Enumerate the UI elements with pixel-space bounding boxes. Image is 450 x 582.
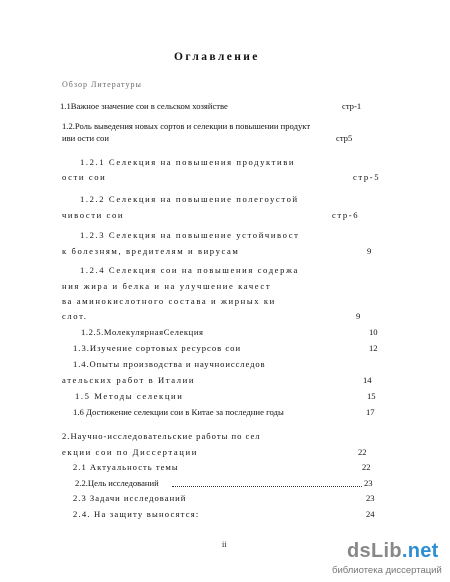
toc-entry-1-1-page: стр-1 xyxy=(342,101,362,111)
toc-entry-1-2-5: 1.2.5.МолекулярнаяСелекция xyxy=(81,327,204,337)
toc-entry-1-5-page: 15 xyxy=(367,391,376,401)
toc-leader-dots xyxy=(172,486,362,487)
toc-entry-1-2-2: 1.2.2 Селекция на повышение полегоустой xyxy=(80,194,299,204)
toc-entry-1-1: 1.1Важное значение сои в сельском хозяйстве xyxy=(60,101,228,111)
page-number: ii xyxy=(222,540,227,549)
toc-entry-2-4-page: 24 xyxy=(366,509,375,519)
toc-entry-1-2-1-cont: ости сои xyxy=(62,172,107,182)
toc-entry-2-1-page: 22 xyxy=(362,462,371,472)
toc-entry-2: 2.Научно-исследовательские работы по сел xyxy=(62,431,261,441)
toc-entry-2-1: 2.1 Актуальность темы xyxy=(73,462,179,472)
toc-entry-2-4: 2.4. На защиту выносятся: xyxy=(73,509,200,519)
toc-entry-1-2-3-cont: к болезням, вредителям и вирусам xyxy=(62,246,240,256)
toc-entry-1-2-4-cont: ния жира и белка и на улучшение качест xyxy=(62,281,272,291)
toc-entry-1-2-5-page: 10 xyxy=(369,327,378,337)
toc-entry-1-3: 1.3.Изучение сортовых ресурсов сои xyxy=(73,343,242,353)
toc-entry-1-3-page: 12 xyxy=(369,343,378,353)
watermark-logo: dsLib.net xyxy=(347,540,439,562)
toc-entry-1-6: 1.6 Достижение селекции сои в Китае за последние годы xyxy=(73,407,284,417)
toc-entry-2-3-page: 23 xyxy=(366,493,375,503)
toc-entry-1-2-2-page: стр-6 xyxy=(332,210,360,220)
toc-entry-2-page: 22 xyxy=(358,447,367,457)
toc-entry-1-2-1-page: стр-5 xyxy=(353,172,381,182)
toc-entry-1-5: 1.5 Методы селекции xyxy=(75,391,184,401)
toc-entry-1-2-4: 1.2.4 Селекция сои на повышения содержа xyxy=(80,265,299,275)
toc-entry-2-2-page: 23 xyxy=(364,478,373,488)
page-title: Оглавление xyxy=(174,51,260,63)
toc-entry-2-2: 2.2.Цель исследований xyxy=(75,478,159,488)
toc-entry-1-2-page: стр5 xyxy=(336,133,353,143)
toc-entry-2-cont: екции сои по Диссертации xyxy=(62,447,198,457)
watermark xyxy=(330,540,448,580)
toc-entry-1-2-3-page: 9 xyxy=(367,246,372,256)
watermark-subtitle: библиотека диссертаций xyxy=(332,565,442,576)
toc-entry-1-2-4-page: 9 xyxy=(356,311,361,321)
toc-entry-1-4-page: 14 xyxy=(363,375,372,385)
toc-entry-1-4-cont: ательских работ в Италии xyxy=(62,375,196,385)
toc-entry-1-2-2-cont: чивости сои xyxy=(62,210,125,220)
toc-entry-1-6-page: 17 xyxy=(366,407,375,417)
toc-entry-1-2-3: 1.2.3 Селекция на повышение устойчивост xyxy=(80,230,300,240)
toc-section-heading: Обзор Литературы xyxy=(62,80,142,89)
toc-entry-1-2: 1.2.Роль выведения новых сортов и селекции в повышении продукт xyxy=(62,121,311,131)
toc-entry-1-2-4-cont2: ва аминокислотного состава и жирных ки xyxy=(62,296,276,306)
toc-entry-2-3: 2.3 Задачи исследований xyxy=(73,493,187,503)
toc-entry-1-2-cont: иви ости сои xyxy=(62,133,109,143)
toc-entry-1-4: 1.4.Опыты производства и научноисследов xyxy=(73,359,266,369)
toc-entry-1-2-4-cont3: слот. xyxy=(62,311,88,321)
toc-entry-1-2-1: 1.2.1 Селекция на повышения продуктиви xyxy=(80,157,296,167)
